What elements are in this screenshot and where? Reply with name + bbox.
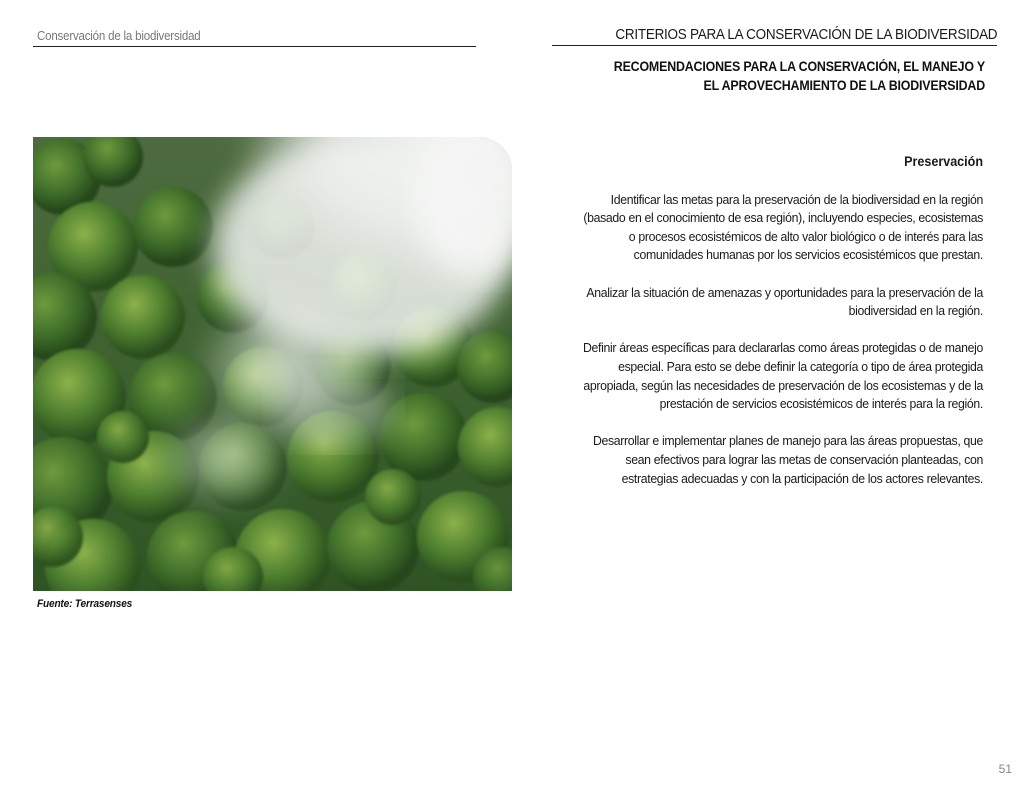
paragraph-3: Definir áreas específicas para declararlas como áreas protegidas o de manejo especial. Para esto se debe definir la categoría o tipo de área protegida apropiada, según las necesidades de preservación de los ecosistemas y de la prestación de servicios ecosistémicos de interés para la región.	[583, 340, 983, 412]
paragraph-2: Analizar la situación de amenazas y oportunidades para la preservación de la biodiversidad en la región.	[586, 284, 983, 319]
paragraph-4: Desarrollar e implementar planes de manejo para las áreas propuestas, que sean efectivos para lograr las metas de conservación planteadas, con estrategias adecuadas y con la participación de los actores relevantes.	[592, 433, 983, 486]
paragraph-1: Identificar las metas para la preservación de la biodiversidad en la región (basado en el conocimiento de esa región), incluyendo especies, ecosistemas o procesos ecosistémicos de alto valor biológico o de interés para las comunidades humanas por los servicios ecosistémicos que prestan.	[583, 191, 983, 263]
section-title-line-2: EL APROVECHAMIENTO DE LA BIODIVERSIDAD	[703, 78, 985, 93]
left-running-header-text: Conservación de la biodiversidad	[37, 29, 201, 43]
body-content	[551, 153, 983, 507]
page-number: 51	[998, 762, 1012, 776]
forest-photo	[33, 137, 512, 591]
section-title-line-1: RECOMENDACIONES PARA LA CONSERVACIÓN, EL MANEJO Y	[613, 59, 985, 74]
left-running-header	[33, 27, 476, 47]
right-running-header	[552, 26, 997, 46]
right-running-header-text: CRITERIOS PARA LA CONSERVACIÓN DE LA BIODIVERSIDAD	[615, 26, 997, 43]
subheading: Preservación	[904, 154, 983, 169]
section-title	[545, 57, 985, 95]
photo-caption: Fuente: Terrasenses	[37, 598, 133, 610]
